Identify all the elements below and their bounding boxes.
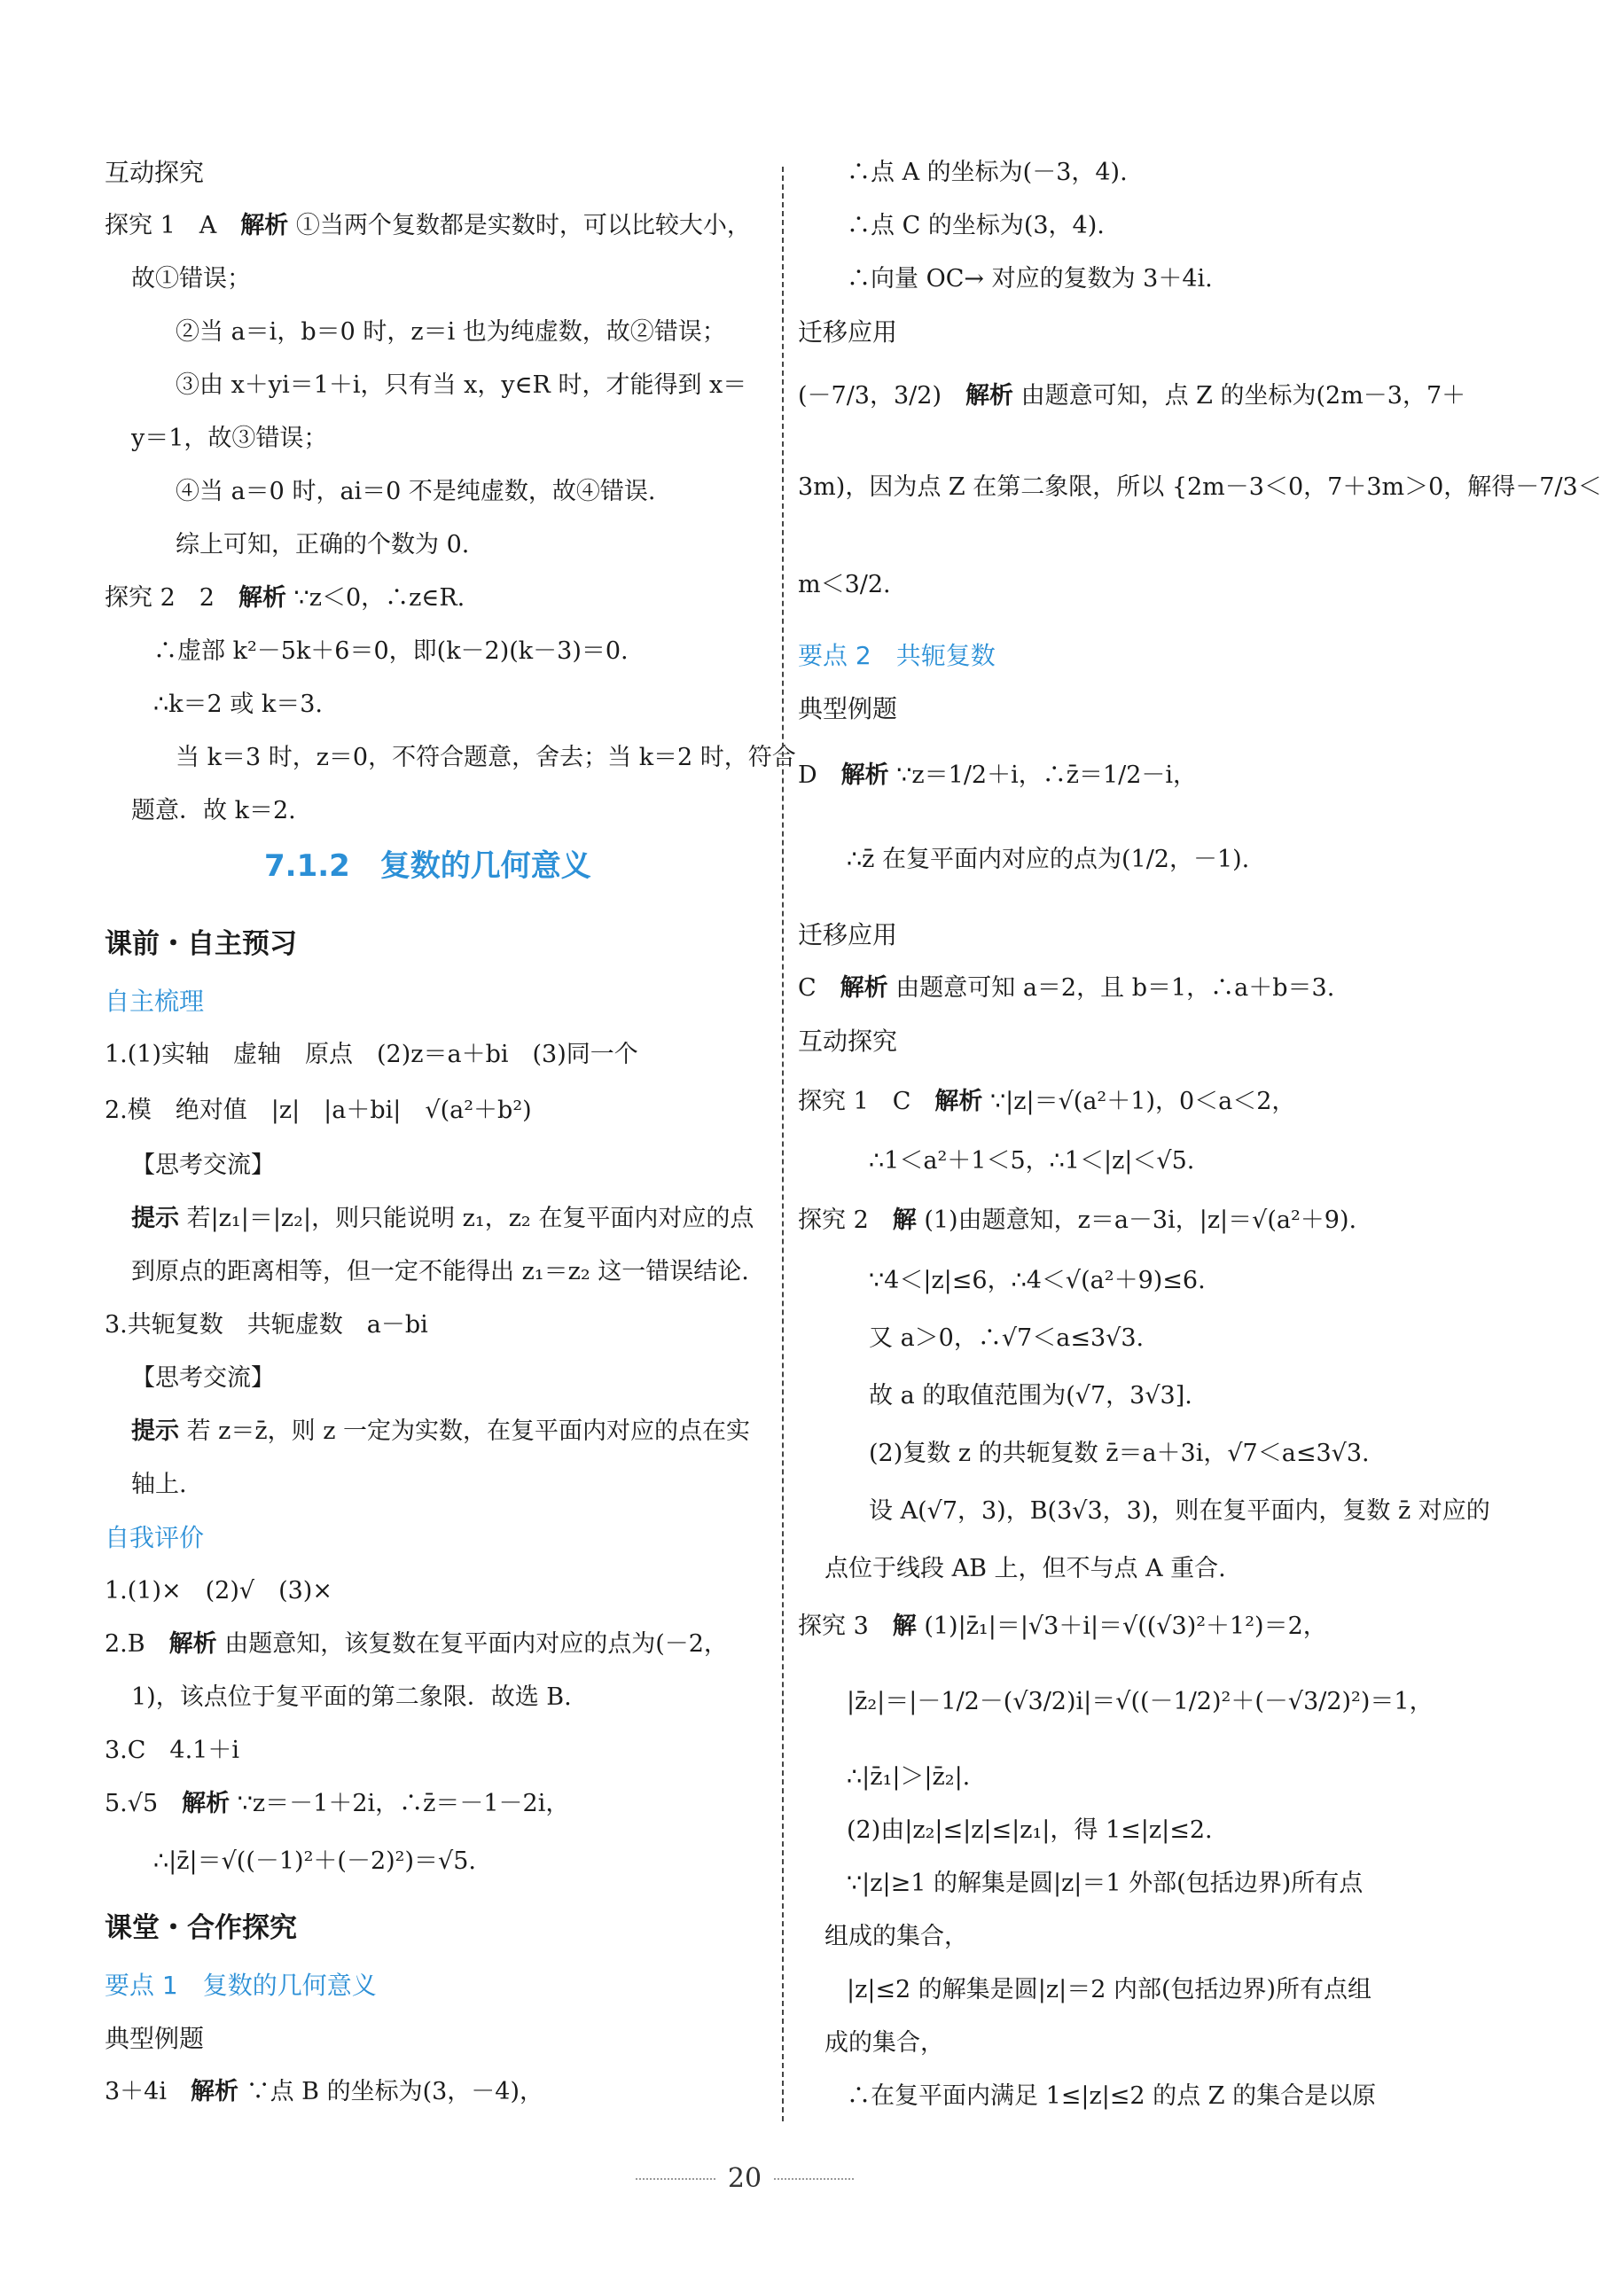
keyword: 提示 (131, 1205, 179, 1232)
text-line (105, 581, 465, 616)
keyword: 解析 (240, 212, 289, 239)
text-line (798, 758, 1197, 793)
page-footer (0, 2163, 1489, 2194)
text-span: D (798, 761, 841, 789)
keyword: 解析 (182, 1790, 231, 1817)
text-line (798, 1609, 1327, 1644)
text-span: (1)由题意知，z＝a－3i，|z|＝√(a²＋9). (916, 1207, 1357, 1234)
text-line: 综上可知，正确的个数为 0. (176, 531, 470, 558)
subsection-heading: 自主梳理 (105, 987, 205, 1016)
text-line: 典型例题 (105, 2024, 205, 2053)
text-line: ③由 x＋yi＝1＋i，只有当 x，y∈R 时，才能得到 x＝ (176, 371, 747, 399)
text-span: ∵z＝1/2＋i，∴z̄＝1/2－i， (888, 761, 1198, 789)
section-heading: 课前・自主预习 (105, 928, 297, 960)
text-line: 又 a＞0，∴√7＜a≤3√3. (869, 1324, 1145, 1352)
page-number: 20 (727, 2163, 762, 2194)
text-span: (－7/3，3/2) (798, 382, 965, 410)
column-divider (782, 167, 784, 2121)
text-span: 探究 2 (798, 1207, 893, 1234)
text-span: 若 z＝z̄，则 z 一定为实数，在复平面内对应的点在实 (179, 1417, 751, 1445)
text-line (131, 1201, 754, 1237)
text-span: 3＋4i (105, 2078, 191, 2105)
text-line: 1.(1)实轴 虚轴 原点 (2)z＝a＋bi (3)同一个 (105, 1041, 638, 1068)
text-span: (1)|z̄₁|＝|√3＋i|＝√((√3)²＋1²)＝2， (916, 1613, 1327, 1640)
text-line: 组成的集合， (824, 1923, 968, 1950)
section-heading: 课堂・合作探究 (105, 1912, 297, 1944)
text-line (105, 208, 751, 244)
text-line: 到原点的距离相等，但一定不能得出 z₁＝z₂ 这一错误结论. (131, 1258, 749, 1285)
text-span: 探究 1 C (798, 1088, 935, 1115)
text-line: 互动探究 (105, 158, 205, 187)
text-line: 故①错误； (131, 265, 251, 293)
text-line: 典型例题 (798, 694, 898, 723)
keyword: 解析 (238, 584, 286, 612)
text-span: ∵点 B 的坐标为(3，－4)， (238, 2078, 544, 2105)
text-line: y＝1，故③错误； (131, 425, 328, 452)
text-line: 迁移应用 (798, 317, 898, 347)
subsection-heading: 要点 1 复数的几何意义 (105, 1971, 377, 2000)
keyword: 解析 (840, 761, 889, 789)
section-title: 7.1.2 复数的几何意义 (264, 848, 591, 884)
text-line (131, 1414, 750, 1449)
text-span: 探究 1 A (105, 212, 241, 239)
keyword: 解析 (168, 1630, 217, 1658)
text-line: m＜3/2. (798, 571, 891, 598)
text-span: 5.√5 (105, 1790, 183, 1817)
text-span: 由题意可知，点 Z 的坐标为(2m－3，7＋ (1012, 382, 1466, 410)
text-line (105, 1627, 728, 1662)
text-line: 点位于线段 AB 上，但不与点 A 重合. (824, 1555, 1226, 1582)
text-line: ∴k＝2 或 k＝3. (153, 691, 324, 718)
text-line: ④当 a＝0 时，ai＝0 不是纯虚数，故④错误. (176, 478, 656, 505)
text-span: ∵z＜0，∴z∈R. (285, 584, 465, 612)
text-line: 互动探究 (798, 1027, 898, 1056)
text-span: 探究 2 2 (105, 584, 238, 612)
text-line: ∴|z̄₁|＞|z̄₂|. (847, 1763, 971, 1791)
text-span: 探究 3 (798, 1613, 893, 1640)
subsection-heading: 自我评价 (105, 1523, 205, 1552)
text-line: ∴1＜a²＋1＜5，∴1＜|z|＜√5. (869, 1147, 1195, 1175)
text-line: 【思考交流】 (131, 1364, 275, 1392)
footer-dots-right (774, 2178, 854, 2180)
text-line (798, 379, 1465, 414)
keyword: 解析 (840, 974, 888, 1002)
text-line: 1.(1)× (2)√ (3)× (105, 1577, 332, 1605)
text-line: 【思考交流】 (131, 1152, 275, 1179)
keyword: 解析 (965, 382, 1013, 410)
text-line: 迁移应用 (798, 920, 898, 949)
text-span: ∵|z|＝√(a²＋1)，0＜a＜2， (982, 1088, 1296, 1115)
text-line: 3.共轭复数 共轭虚数 a－bi (105, 1311, 428, 1339)
text-line: |z̄₂|＝|－1/2－(√3/2)i|＝√((－1/2)²＋(－√3/2)²)＝1， (847, 1688, 1434, 1715)
text-line (105, 1786, 569, 1822)
keyword: 提示 (131, 1417, 179, 1445)
keyword: 解析 (934, 1088, 983, 1115)
text-line: (2)由|z₂|≤|z|≤|z₁|，得 1≤|z|≤2. (847, 1816, 1213, 1844)
text-span: 由题意知，该复数在复平面内对应的点为(－2， (216, 1630, 728, 1658)
text-line: ∵|z|≥1 的解集是圆|z|＝1 外部(包括边界)所有点 (847, 1870, 1364, 1897)
text-span: 2.B (105, 1630, 169, 1658)
keyword: 解 (892, 1613, 917, 1640)
keyword: 解析 (191, 2078, 238, 2105)
text-line (798, 1084, 1295, 1120)
text-line: ∴虚部 k²－5k＋6＝0，即(k－2)(k－3)＝0. (153, 637, 629, 665)
text-line: 题意．故 k＝2. (131, 797, 296, 824)
text-line: ②当 a＝i，b＝0 时，z＝i 也为纯虚数，故②错误； (176, 318, 726, 346)
text-line: 设 A(√7，3)，B(3√3，3)，则在复平面内，复数 z̄ 对应的 (869, 1497, 1490, 1525)
text-line: |z|≤2 的解集是圆|z|＝2 内部(包括边界)所有点组 (847, 1976, 1372, 2003)
footer-dots-left (636, 2178, 715, 2180)
keyword: 解 (892, 1207, 917, 1234)
text-line (798, 971, 1334, 1006)
text-line: ∴z̄ 在复平面内对应的点为(1/2，－1). (847, 846, 1250, 873)
text-line: ∴|z̄|＝√((－1)²＋(－2)²)＝√5. (153, 1847, 476, 1875)
text-line: ∴点 A 的坐标为(－3，4). (847, 159, 1128, 186)
text-line: ∴在复平面内满足 1≤|z|≤2 的点 Z 的集合是以原 (847, 2082, 1377, 2110)
text-line: 当 k＝3 时，z＝0，不符合题意，舍去；当 k＝2 时，符合 (176, 744, 796, 771)
text-line: 3.C 4.1＋i (105, 1737, 239, 1764)
text-line (105, 2074, 543, 2110)
text-line: 成的集合， (824, 2029, 944, 2057)
text-line: 2.模 绝对值 |z| |a＋bi| √(a²＋b²) (105, 1097, 532, 1124)
text-span: ①当两个复数都是实数时，可以比较大小， (288, 212, 751, 239)
text-span: 若|z₁|＝|z₂|，则只能说明 z₁，z₂ 在复平面内对应的点 (179, 1205, 754, 1232)
text-line: 1)，该点位于复平面的第二象限．故选 B. (131, 1683, 572, 1711)
text-span: 由题意可知 a＝2，且 b＝1，∴a＋b＝3. (887, 974, 1335, 1002)
text-line: 3m)，因为点 Z 在第二象限，所以 {2m－3＜0，7＋3m＞0，解得－7/3＜ (798, 473, 1602, 501)
text-line: ∴点 C 的坐标为(3，4). (847, 212, 1105, 239)
text-span: ∵z＝－1＋2i，∴z̄＝－1－2i， (230, 1790, 570, 1817)
subsection-heading: 要点 2 共轭复数 (798, 641, 996, 670)
text-line: ∵4＜|z|≤6，∴4＜√(a²＋9)≤6. (869, 1267, 1206, 1294)
text-span: C (798, 974, 840, 1002)
text-line: ∴向量 OC→ 对应的复数为 3＋4i. (847, 265, 1213, 293)
text-line: (2)复数 z 的共轭复数 z̄＝a＋3i，√7＜a≤3√3. (869, 1440, 1370, 1467)
text-line: 故 a 的取值范围为(√7，3√3]. (869, 1382, 1192, 1410)
text-line (798, 1203, 1356, 1238)
text-line: 轴上. (131, 1471, 187, 1498)
